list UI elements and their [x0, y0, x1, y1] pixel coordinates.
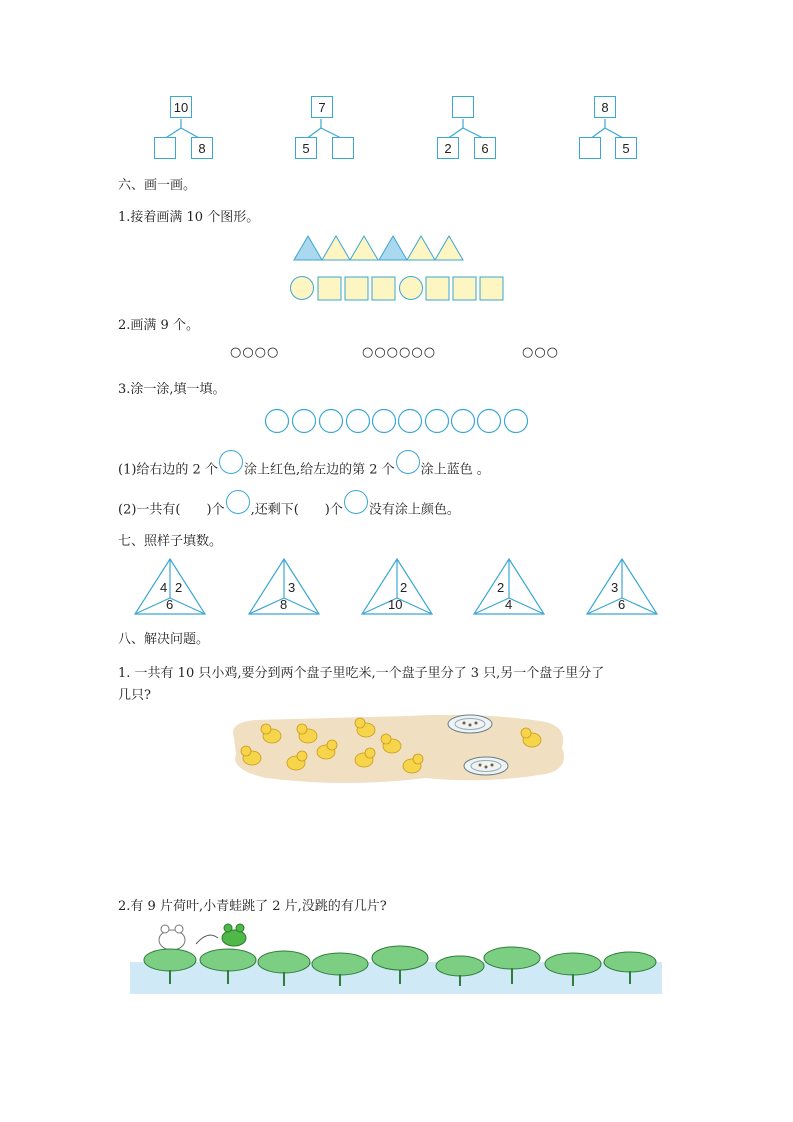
- color-circle: [478, 410, 501, 433]
- lotus-leaf-icon: [312, 953, 368, 975]
- color-circle: [426, 410, 449, 433]
- q3-part1-a: (1)给右边的 2 个: [118, 462, 218, 478]
- color-circle: [452, 410, 475, 433]
- color-circle: [505, 410, 528, 433]
- jump-arrow-icon: [196, 935, 218, 944]
- section7-heading: 七、照样子填数。: [118, 534, 223, 549]
- q3-part1-c: 涂上蓝色 。: [420, 462, 490, 478]
- lotus-leaf-icon: [258, 951, 310, 973]
- circle-shape: [400, 277, 423, 300]
- square-shape: [345, 277, 368, 300]
- circle-group-1: ○○○○: [230, 345, 280, 360]
- split3-left[interactable]: 2: [437, 137, 459, 159]
- split3-right[interactable]: 6: [474, 137, 496, 159]
- lotus-leaf-icon: [144, 949, 196, 971]
- circle-group-3: ○○○: [522, 345, 560, 360]
- split2-right[interactable]: [332, 137, 354, 159]
- triangle-yellow: [350, 236, 378, 260]
- circle-icon: [226, 490, 250, 514]
- q3-part1-b: 涂上红色,给左边的第 2 个: [243, 462, 395, 478]
- tri1-bottom: 6: [166, 597, 174, 612]
- tri1-right: 2: [175, 580, 183, 595]
- q3-part2-b: ,还剩下( )个: [250, 502, 343, 518]
- triangle-yellow: [435, 236, 463, 260]
- split1-left[interactable]: [154, 137, 176, 159]
- square-shape: [372, 277, 395, 300]
- color-circle: [266, 410, 289, 433]
- color-circle: [373, 410, 396, 433]
- tri1-left: 4: [160, 580, 168, 595]
- section6-q1: 1.接着画满 10 个图形。: [118, 210, 260, 225]
- split3-top[interactable]: [452, 96, 474, 118]
- triangle-yellow: [407, 236, 435, 260]
- shape-pattern: [270, 234, 530, 304]
- color-circle: [347, 410, 370, 433]
- section8-heading: 八、解决问题。: [118, 632, 210, 647]
- section6-q3: 3.涂一涂,填一填。: [118, 382, 226, 397]
- tri2-bottom: 8: [280, 597, 288, 612]
- q3-part2: [118, 498, 460, 522]
- lotus-leaf-icon: [484, 947, 540, 969]
- triangle-yellow: [322, 236, 350, 260]
- split1-right[interactable]: 8: [191, 137, 213, 159]
- square-shape: [318, 277, 341, 300]
- square-shape: [453, 277, 476, 300]
- plate-icon: [448, 715, 492, 733]
- split2-left[interactable]: 5: [295, 137, 317, 159]
- split1-top[interactable]: 10: [170, 96, 192, 118]
- split-lines: [0, 0, 793, 170]
- circle-icon: [219, 450, 243, 474]
- split2-top[interactable]: 7: [311, 96, 333, 118]
- tri2-right: 3: [288, 580, 296, 595]
- section6-heading: 六、画一画。: [118, 178, 197, 193]
- lotus-leaf-icon: [545, 953, 601, 975]
- color-circle: [293, 410, 316, 433]
- section8-q2: 2.有 9 片荷叶,小青蛙跳了 2 片,没跳的有几片?: [118, 899, 387, 914]
- tri4-bottom: 4: [505, 597, 513, 612]
- lotus-leaf-icon: [436, 956, 484, 976]
- section6-q2: 2.画满 9 个。: [118, 318, 199, 333]
- tri3-right: 2: [400, 580, 408, 595]
- q3-part1: [118, 458, 490, 482]
- circle-row: [262, 408, 532, 436]
- triangle-blue: [294, 236, 322, 260]
- section8-q1-line1: 1. 一共有 10 只小鸡,要分到两个盘子里吃米,一个盘子里分了 3 只,另一个盘子里分了: [118, 666, 605, 681]
- tri5-bottom: 6: [618, 597, 626, 612]
- plate-icon: [464, 757, 508, 775]
- q3-part2-a: (2)一共有( )个: [118, 502, 225, 518]
- lotus-leaf-icon: [604, 952, 656, 972]
- color-circle: [399, 410, 422, 433]
- split4-top[interactable]: 8: [594, 96, 616, 118]
- split4-left[interactable]: [579, 137, 601, 159]
- square-shape: [480, 277, 503, 300]
- frog-outline-icon: [159, 925, 185, 950]
- chicks-illustration: [226, 708, 566, 790]
- lotus-leaf-icon: [200, 949, 256, 971]
- circle-group-2: ○○○○○○: [362, 345, 437, 360]
- circle-icon: [396, 450, 420, 474]
- split4-right[interactable]: 5: [615, 137, 637, 159]
- triangle-blue: [379, 236, 407, 260]
- section8-q1-line2: 几只?: [118, 688, 151, 703]
- circle-shape: [291, 277, 314, 300]
- tri3-bottom: 10: [388, 597, 403, 612]
- color-circle: [320, 410, 343, 433]
- lotus-illustration: [130, 920, 662, 994]
- tri5-left: 3: [611, 580, 619, 595]
- q3-part2-c: 没有涂上颜色。: [368, 502, 460, 518]
- lotus-leaf-icon: [372, 946, 428, 970]
- tri4-left: 2: [497, 580, 505, 595]
- circle-icon: [344, 490, 368, 514]
- square-shape: [426, 277, 449, 300]
- frog-icon: [222, 924, 246, 946]
